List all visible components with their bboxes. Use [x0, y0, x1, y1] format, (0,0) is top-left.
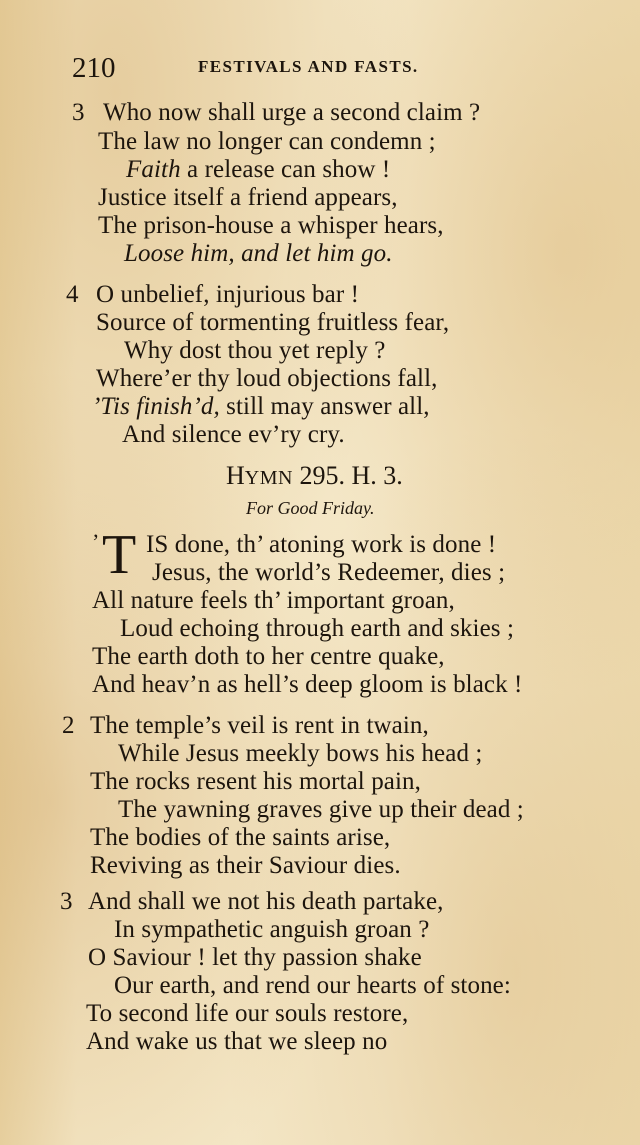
verse-line-rest: still may answer all, — [219, 393, 430, 420]
running-head: FESTIVALS AND FASTS. — [198, 57, 419, 76]
verse-line: Who now shall urge a second claim ? — [103, 99, 481, 126]
verse-line: The temple’s veil is rent in twain, — [90, 712, 429, 739]
verse-line: Reviving as their Saviour dies. — [90, 852, 401, 879]
verse-line: Loud echoing through earth and skies ; — [120, 615, 514, 642]
verse-line: And silence ev’ry cry. — [122, 421, 345, 448]
verse-line: And shall we not his death partake, — [88, 888, 444, 915]
verse-line: While Jesus meekly bows his head ; — [118, 740, 483, 767]
verse-line: The earth doth to her centre quake, — [92, 643, 445, 670]
verse-line: IS done, th’ atoning work is done ! — [146, 531, 497, 558]
stanza-number: 2 — [62, 712, 75, 739]
verse-line-rest: a release can show ! — [180, 156, 391, 183]
apostrophe: ’ — [92, 529, 100, 554]
verse-line: The bodies of the saints arise, — [90, 824, 391, 851]
verse-line: Why dost thou yet reply ? — [124, 337, 386, 364]
verse-line: O unbelief, injurious bar ! — [96, 281, 360, 308]
stanza-number: 3 — [60, 888, 73, 915]
verse-line: Our earth, and rend our hearts of stone: — [114, 972, 511, 999]
page-number: 210 — [72, 52, 116, 84]
hymn-occasion: For Good Friday. — [246, 498, 375, 518]
verse-line: Faith a release can show ! — [126, 156, 391, 183]
verse-line: The rocks resent his mortal pain, — [90, 768, 421, 795]
verse-line: ’Tis finish’d, still may answer all, — [92, 393, 430, 420]
verse-line: All nature feels th’ important groan, — [92, 587, 455, 614]
verse-line: O Saviour ! let thy passion shake — [88, 944, 422, 971]
verse-line: The law no longer can condemn ; — [98, 128, 436, 155]
verse-line: In sympathetic anguish groan ? — [114, 916, 430, 943]
verse-line: To second life our souls restore, — [86, 1000, 409, 1027]
verse-line: Justice itself a friend appears, — [98, 184, 398, 211]
verse-line: Source of tormenting fruitless fear, — [96, 309, 450, 336]
verse-line: Where’er thy loud objections fall, — [96, 365, 438, 392]
hymn-title: HYMN 295. H. 3. — [226, 461, 403, 490]
stanza-number: 3 — [72, 99, 85, 126]
verse-line: And wake us that we sleep no — [86, 1028, 388, 1055]
verse-line: The yawning graves give up their dead ; — [118, 796, 524, 823]
verse-line: And heav’n as hell’s deep gloom is black ! — [92, 671, 523, 698]
stanza-number: 4 — [66, 281, 79, 308]
verse-line: Jesus, the world’s Redeemer, dies ; — [152, 559, 506, 586]
drop-cap: T — [102, 524, 137, 586]
verse-line: Loose him, and let him go. — [124, 240, 393, 267]
verse-line: The prison-house a whisper hears, — [98, 212, 444, 239]
